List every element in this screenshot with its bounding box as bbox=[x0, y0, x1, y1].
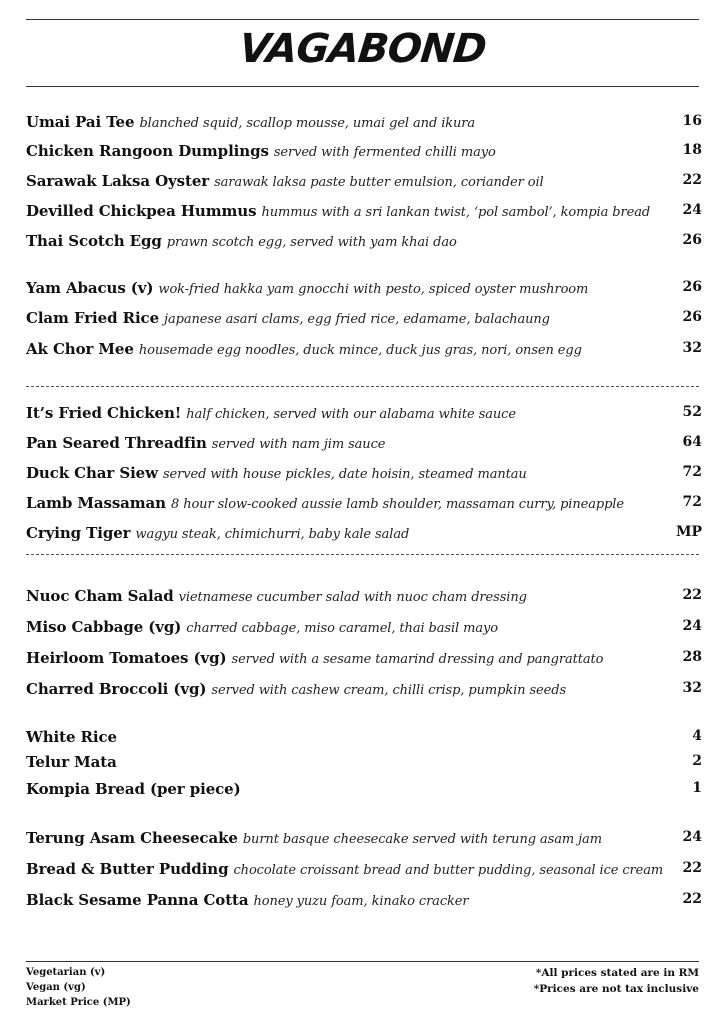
item-name: Yam Abacus (v) bbox=[26, 279, 154, 297]
dietary-legend bbox=[26, 965, 131, 1010]
item-price: 22 bbox=[682, 860, 702, 876]
item-name: Sarawak Laksa Oyster bbox=[26, 172, 210, 190]
item-name: Thai Scotch Egg bbox=[26, 232, 162, 250]
item-price: 18 bbox=[682, 142, 702, 158]
item-description: vietnamese cucumber salad with nuoc cham dressing bbox=[178, 590, 527, 605]
item-description: hummus with a sri lankan twist, ‘pol sambol’, kompia bread bbox=[261, 205, 651, 220]
note-currency: *All prices stated are in RM bbox=[535, 967, 699, 979]
item-price: 22 bbox=[682, 172, 702, 188]
item-price: 32 bbox=[682, 340, 702, 356]
menu-item bbox=[26, 434, 702, 456]
item-description: japanese asari clams, egg fried rice, edamame, balachaung bbox=[164, 312, 550, 327]
menu-item bbox=[26, 340, 702, 362]
item-name: Chicken Rangoon Dumplings bbox=[26, 142, 269, 160]
item-name: Devilled Chickpea Hummus bbox=[26, 202, 257, 220]
item-description: wagyu steak, chimichurri, baby kale salad bbox=[135, 527, 410, 542]
menu-item bbox=[26, 860, 702, 882]
item-name: Nuoc Cham Salad bbox=[26, 587, 174, 605]
menu-item bbox=[26, 172, 702, 194]
item-price: 16 bbox=[682, 113, 702, 129]
item-name: Terung Asam Cheesecake bbox=[26, 829, 238, 847]
menu-item bbox=[26, 113, 702, 135]
menu-item bbox=[26, 618, 702, 640]
item-name: Kompia Bread (per piece) bbox=[26, 780, 241, 798]
item-description: half chicken, served with our alabama white sauce bbox=[186, 407, 516, 422]
item-description: burnt basque cheesecake served with terung asam jam bbox=[242, 832, 602, 847]
item-description: served with house pickles, date hoisin, steamed mantau bbox=[162, 467, 527, 482]
menu-item bbox=[26, 680, 702, 702]
menu-item bbox=[26, 494, 702, 516]
item-price: 26 bbox=[682, 309, 702, 325]
item-description: 8 hour slow-cooked aussie lamb shoulder, massaman curry, pineapple bbox=[170, 497, 624, 512]
item-price: 32 bbox=[682, 680, 702, 696]
item-price: 24 bbox=[682, 829, 702, 845]
vagabond-logo: VAGABOND bbox=[236, 26, 488, 72]
item-price: MP bbox=[675, 524, 702, 540]
item-name: Lamb Massaman bbox=[26, 494, 166, 512]
item-price: 26 bbox=[682, 232, 702, 248]
menu-item bbox=[26, 829, 702, 851]
item-price: 2 bbox=[692, 753, 702, 769]
item-description: charred cabbage, miso caramel, thai basil mayo bbox=[186, 621, 498, 636]
price-notes bbox=[534, 965, 699, 997]
menu-item bbox=[26, 649, 702, 671]
item-name: Umai Pai Tee bbox=[26, 113, 135, 131]
item-name: Black Sesame Panna Cotta bbox=[26, 891, 249, 909]
footer-rule bbox=[26, 961, 699, 962]
item-name: Duck Char Siew bbox=[26, 464, 158, 482]
item-description: housemade egg noodles, duck mince, duck jus gras, nori, onsen egg bbox=[138, 343, 582, 358]
menu-item bbox=[26, 587, 702, 609]
menu-item bbox=[26, 891, 702, 913]
section-divider bbox=[26, 386, 699, 387]
item-price: 24 bbox=[682, 202, 702, 218]
item-price: 1 bbox=[692, 780, 702, 796]
legend-market-price: Market Price (MP) bbox=[26, 997, 131, 1008]
item-description: honey yuzu foam, kinako cracker bbox=[253, 894, 469, 909]
menu-item bbox=[26, 279, 702, 301]
item-name: Clam Fried Rice bbox=[26, 309, 160, 327]
item-price: 52 bbox=[682, 404, 702, 420]
legend-vegetarian: Vegetarian (v) bbox=[26, 967, 106, 978]
section-divider bbox=[26, 554, 699, 555]
item-name: Charred Broccoli (vg) bbox=[26, 680, 207, 698]
item-name: Miso Cabbage (vg) bbox=[26, 618, 182, 636]
item-price: 24 bbox=[682, 618, 702, 634]
item-price: 22 bbox=[682, 891, 702, 907]
menu-item bbox=[26, 753, 702, 775]
menu-item bbox=[26, 780, 702, 802]
item-name: It’s Fried Chicken! bbox=[26, 404, 182, 422]
menu-item bbox=[26, 202, 702, 224]
menu-item bbox=[26, 524, 702, 546]
legend-vegan: Vegan (vg) bbox=[26, 982, 86, 993]
item-name: Telur Mata bbox=[26, 753, 117, 771]
menu-item bbox=[26, 232, 702, 254]
item-description: chocolate croissant bread and butter pudding, seasonal ice cream bbox=[233, 863, 664, 878]
item-price: 26 bbox=[682, 279, 702, 295]
item-price: 4 bbox=[692, 728, 702, 744]
item-name: Pan Seared Threadfin bbox=[26, 434, 207, 452]
item-description: sarawak laksa paste butter emulsion, coriander oil bbox=[214, 175, 544, 190]
menu-item bbox=[26, 309, 702, 331]
item-description: served with fermented chilli mayo bbox=[273, 145, 496, 160]
item-description: prawn scotch egg, served with yam khai dao bbox=[166, 235, 457, 250]
note-tax: *Prices are not tax inclusive bbox=[533, 983, 699, 995]
menu-item bbox=[26, 728, 702, 750]
item-price: 64 bbox=[682, 434, 702, 450]
item-name: White Rice bbox=[26, 728, 117, 746]
item-price: 28 bbox=[682, 649, 702, 665]
item-price: 72 bbox=[682, 494, 702, 510]
menu-item bbox=[26, 142, 702, 164]
item-description: wok-fried hakka yam gnocchi with pesto, spiced oyster mushroom bbox=[158, 282, 589, 297]
item-price: 22 bbox=[682, 587, 702, 603]
item-name: Ak Chor Mee bbox=[26, 340, 134, 358]
item-price: 72 bbox=[682, 464, 702, 480]
item-name: Crying Tiger bbox=[26, 524, 131, 542]
item-description: served with cashew cream, chilli crisp, pumpkin seeds bbox=[211, 683, 567, 698]
header-rule bbox=[26, 86, 699, 87]
top-rule bbox=[26, 19, 699, 20]
item-description: served with a sesame tamarind dressing and pangrattato bbox=[231, 652, 604, 667]
menu-item bbox=[26, 464, 702, 486]
item-name: Bread & Butter Pudding bbox=[26, 860, 229, 878]
item-description: served with nam jim sauce bbox=[211, 437, 386, 452]
menu-item bbox=[26, 404, 702, 426]
item-name: Heirloom Tomatoes (vg) bbox=[26, 649, 227, 667]
item-description: blanched squid, scallop mousse, umai gel and ikura bbox=[139, 116, 476, 131]
